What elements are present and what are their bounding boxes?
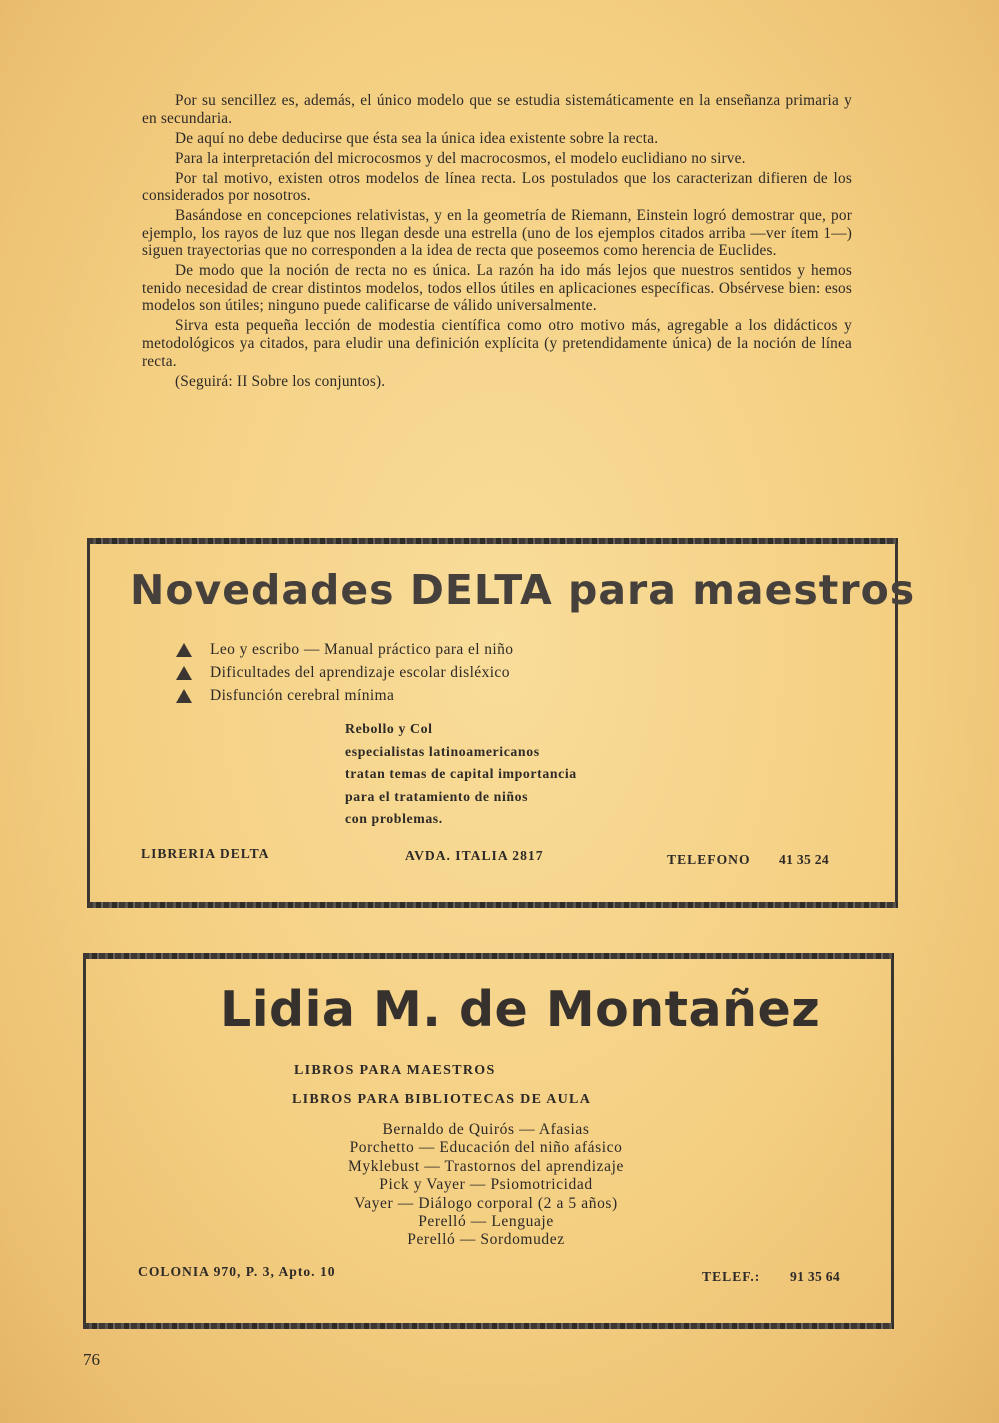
- list-item: Pick y Vayer — Psiomotricidad: [379, 1176, 593, 1194]
- ad-title: Lidia M. de Montañez: [220, 981, 821, 1038]
- store-address: COLONIA 970, P. 3, Apto. 10: [138, 1264, 336, 1279]
- description-line: Rebollo y Col: [345, 721, 433, 736]
- phone-label: TELEF.:: [702, 1269, 761, 1284]
- list-item: Myklebust — Trastornos del aprendizaje: [348, 1157, 624, 1175]
- phone-label: TELEFONO: [667, 852, 751, 867]
- list-item: Vayer — Diálogo corporal (2 a 5 años): [354, 1194, 618, 1212]
- article-text: [142, 92, 852, 393]
- phone-number: 41 35 24: [779, 852, 829, 867]
- store-address: AVDA. ITALIA 2817: [405, 848, 544, 863]
- paragraph: Por tal motivo, existen otros modelos de línea recta. Los postulados que los caracterizan difieren de los considerados por nosotros.: [142, 169, 852, 205]
- page-number: 76: [83, 1350, 100, 1369]
- paragraph: Basándose en concepciones relativistas, y en la geometría de Riemann, Einstein logró demostrar que, por ejemplo, los rayos de luz que nos llegan desde una estrella (uno de los ejemplos citados arriba —ver ítem 1—) siguen trayectorias que no corresponden a la idea de recta que poseemos como herencia de Euclides.: [142, 207, 852, 260]
- ad-subtitle: LIBROS PARA MAESTROS: [294, 1063, 496, 1078]
- list-item: [176, 684, 513, 707]
- book-list: [176, 638, 513, 707]
- paragraph: De aquí no debe deducirse que ésta sea la única idea existente sobre la recta.: [175, 129, 659, 147]
- paragraph: Sirva esta pequeña lección de modestia científica como otro motivo más, agregable a los didácticos y metodológicos ya citados, para eludir una definición explícita (y pretendidamente única) de la noción de línea recta.: [142, 317, 852, 370]
- description-line: para el tratamiento de niños: [345, 788, 529, 804]
- description-line: con problemas.: [345, 811, 443, 826]
- paragraph: Para la interpretación del microcosmos y del macrocosmos, el modelo euclidiano no sirve.: [175, 149, 746, 167]
- description-line: especialistas latinoamericanos: [345, 743, 540, 759]
- montanez-advertisement: [83, 959, 894, 1323]
- store-name: LIBRERIA DELTA: [141, 846, 270, 861]
- list-item-text: Dificultades del aprendizaje escolar disléxico: [210, 664, 510, 681]
- delta-advertisement: [87, 544, 916, 902]
- list-item-text: Leo y escribo — Manual práctico para el niño: [210, 641, 514, 658]
- list-item: [176, 638, 513, 661]
- book-list: [256, 1121, 716, 1250]
- paragraph: De modo que la noción de recta no es única. La razón ha ido más lejos que nuestros sentidos y hemos tenido necesidad de crear distintos modelos, todos ellos útiles en aplicaciones específicas. Obsérvese bien: esos modelos son útiles; ninguno puede calificarse de válido universalmente.: [142, 262, 852, 315]
- triangle-bullet-icon: [176, 689, 192, 703]
- ad-border-bottom: [87, 902, 898, 908]
- triangle-bullet-icon: [176, 643, 192, 657]
- ad-border-top: [87, 538, 898, 544]
- list-item-text: Disfunción cerebral mínima: [210, 687, 395, 704]
- ad-title: Novedades DELTA para maestros: [130, 566, 916, 614]
- ad-description: [345, 718, 577, 831]
- list-item: Bernaldo de Quirós — Afasias: [382, 1121, 590, 1138]
- ad-border-top: [83, 953, 894, 959]
- ad-border-bottom: [83, 1323, 894, 1329]
- triangle-bullet-icon: [176, 666, 192, 680]
- ad-subtitle: LIBROS PARA BIBLIOTECAS DE AULA: [292, 1092, 592, 1107]
- list-item: Porchetto — Educación del niño afásico: [349, 1139, 623, 1157]
- paragraph: (Seguirá: II Sobre los conjuntos).: [175, 372, 386, 390]
- list-item: Perelló — Sordomudez: [407, 1231, 565, 1249]
- list-item: [176, 661, 513, 684]
- list-item: Perelló — Lenguaje: [418, 1213, 554, 1231]
- description-line: tratan temas de capital importancia: [345, 766, 577, 781]
- paragraph: Por su sencillez es, además, el único modelo que se estudia sistemáticamente en la enseñanza primaria y en secundaria.: [142, 92, 852, 127]
- phone-number: 91 35 64: [790, 1269, 840, 1284]
